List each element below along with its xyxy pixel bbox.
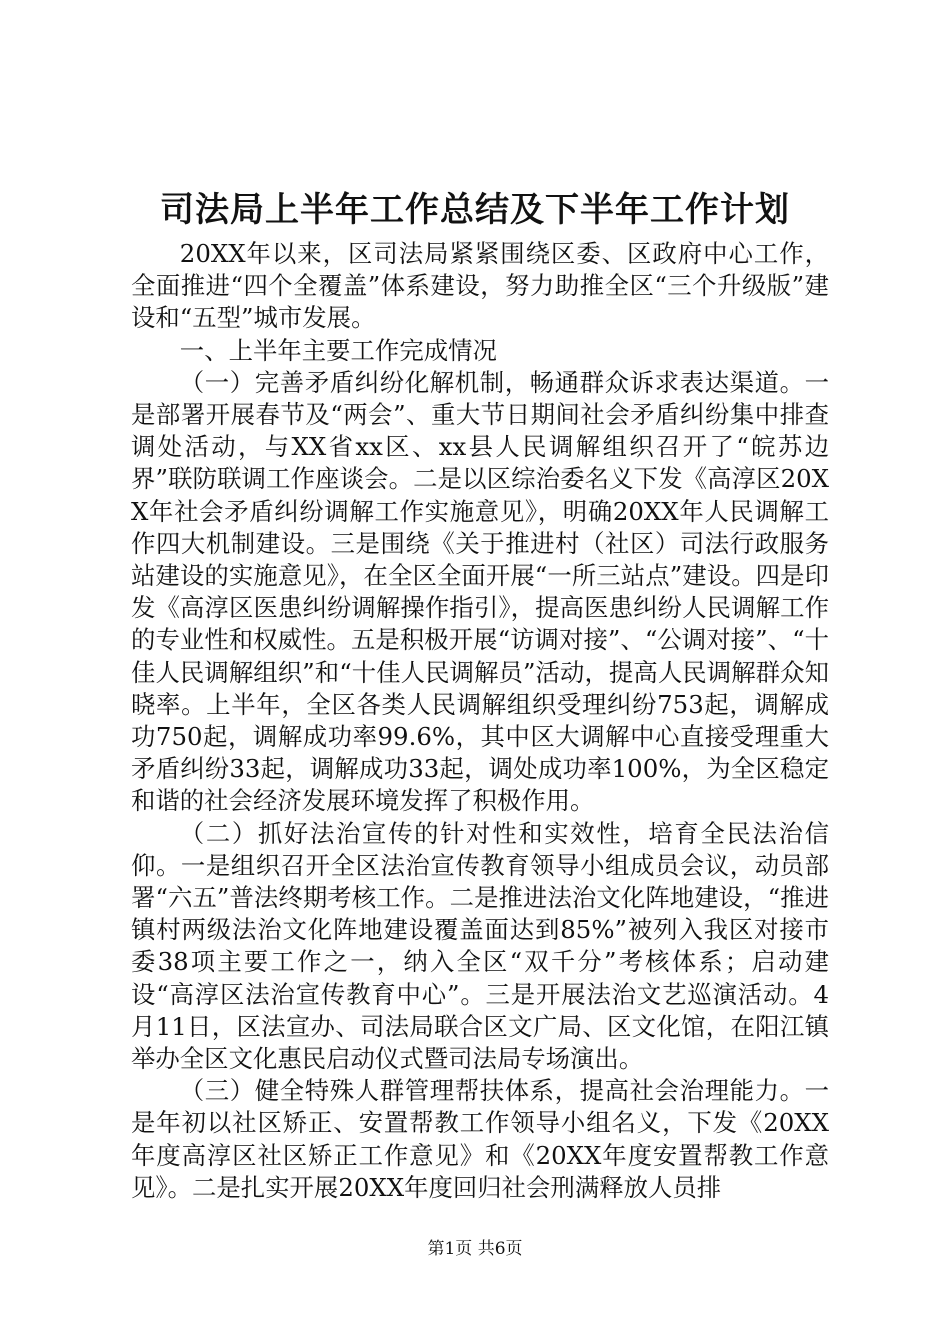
page-footer: 第1页 共6页 (427, 1239, 523, 1259)
paragraph-section-3: （三）健全特殊人群管理帮扶体系，提高社会治理能力。一是年初以社区矫正、安置帮教工作领导小组名义，下发《20XX年度高淳区社区矫正工作意见》和《20XX年度安置帮教工作意见》。二是扎实开展20XX年度回归社会刑满释放人员排 (131, 1076, 829, 1202)
paragraph-section-1: （一）完善矛盾纠纷化解机制，畅通群众诉求表达渠道。一是部署开展春节及“两会”、重大节日期间社会矛盾纠纷集中排查调处活动，与XX省xx区、xx县人民调解组织召开了“皖苏边界”联防联调工作座谈会。二是以区综治委名义下发《高淳区20XX年社会矛盾纠纷调解工作实施意见》，明确20XX年人民调解工作四大机制建设。三是围绕《关于推进村（社区）司法行政服务站建设的实施意见》，在全区全面开展“一所三站点”建设。四是印发《高淳区医患纠纷调解操作指引》，提高医患纠纷人民调解工作的专业性和权威性。五是积极开展“访调对接”、“公调对接”、“十佳人民调解组织”和“十佳人民调解员”活动，提高人民调解群众知晓率。上半年，全区各类人民调解组织受理纠纷753起，调解成功750起，调解成功率99.6%，其中区大调解中心直接受理重大矛盾纠纷33起，调解成功33起，调处成功率100%，为全区稳定和谐的社会经济发展环境发挥了积极作用。 (131, 367, 829, 816)
paragraph-section-2: （二）抓好法治宣传的针对性和实效性，培育全民法治信仰。一是组织召开全区法治宣传教育领导小组成员会议，动员部署“六五”普法终期考核工作。二是推进法治文化阵地建设，“推进镇村两级法治文化阵地建设覆盖面达到85%”被列入我区对接市委38项主要工作之一，纳入全区“双千分”考核体系；启动建设“高淳区法治宣传教育中心”。三是开展法治文艺巡演活动。4月11日，区法宣办、司法局联合区文广局、区文化馆，在阳江镇举办全区文化惠民启动仪式暨司法局专场演出。 (131, 818, 829, 1074)
section-heading: 一、上半年主要工作完成情况 (179, 335, 497, 365)
document-title: 司法局上半年工作总结及下半年工作计划 (160, 190, 790, 230)
paragraph-intro: 20XX年以来，区司法局紧紧围绕区委、区政府中心工作，全面推进“四个全覆盖”体系建设，努力助推全区“三个升级版”建设和“五型”城市发展。 (131, 239, 829, 333)
document-body (131, 238, 829, 1204)
